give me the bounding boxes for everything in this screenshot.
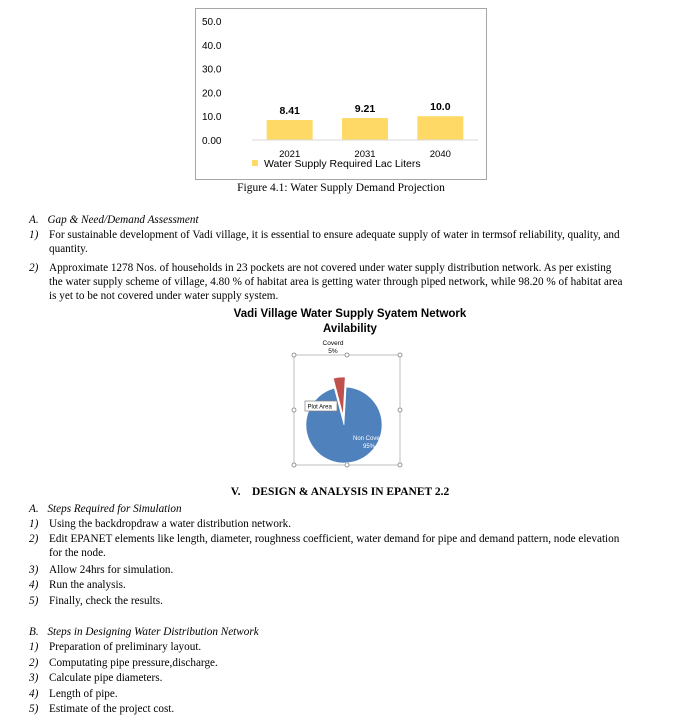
x-tick-label: 2040 [429,149,451,160]
item-number: 3) [29,672,39,684]
item-line: the water supply scheme of village, 4.80 % of habitat area is getting water through piped network, while 98.20 % of habitat area [49,276,623,289]
item-line: Length of pipe. [49,688,118,700]
x-tick-label: 2021 [279,149,301,160]
section-a-title: Gap & Need/Demand Assessment [47,214,199,226]
steps-b-letter: B. [29,626,39,638]
x-tick-label: 2031 [354,149,376,160]
item-line: is yet to be not covered under water supply system. [49,290,279,303]
bar [342,118,388,140]
item-line: quantity. [49,243,88,256]
bar-chart-frame [195,8,487,180]
data-label: 10.0 [430,101,451,114]
item-number: 2) [29,533,39,545]
data-label: 9.21 [354,103,376,116]
y-tick-label: 50.0 [202,17,222,28]
legend-swatch [252,160,258,166]
slice-value-label: 5% [328,348,338,355]
slice-value-label: 95% [362,444,376,450]
item-line: Finally, check the results. [49,595,163,607]
y-tick-label: 40.0 [202,40,222,52]
item-line: Approximate 1278 Nos. of households in 23 pockets are not covered under water supply distribution network. As per existing [49,262,612,274]
selection-handle [398,353,402,357]
bar [267,120,313,140]
selection-handle [292,463,296,467]
steps-a-heading [29,502,182,516]
item-line: Run the analysis. [49,579,126,591]
item-number: 5) [29,703,39,715]
item-line: for the node. [49,547,106,560]
data-label: 8.41 [279,104,300,117]
item-line: Using the backdropdraw a water distribution network. [49,518,292,530]
legend-label: Water Supply Required Lac Liters [264,158,421,170]
bar [417,116,463,140]
item-number: 2) [29,657,39,669]
item-line: Estimate of the project cost. [49,703,175,715]
item-number: 5) [29,595,39,607]
steps-a-title: Steps Required for Simulation [47,503,182,515]
selection-handle [398,408,402,412]
section-a-heading [29,213,199,227]
figure-caption: Figure 4.1: Water Supply Demand Projection [237,182,445,194]
pie-chart [285,336,410,471]
pie-chart-title [200,307,500,337]
section-v-heading: V. DESIGN & ANALYSIS IN EPANET 2.2 [230,486,450,498]
steps-a-letter: A. [29,503,39,515]
item-line: Edit EPANET elements like length, diameter, roughness coefficient, water demand for pipe and demand pattern, node elevation [49,533,620,545]
tooltip-label: Plot Area [307,404,332,411]
item-number: 1) [29,229,39,241]
item-number: 1) [29,641,39,653]
y-tick-label: 30.0 [202,64,222,76]
item-number: 4) [29,579,39,591]
item-number: 4) [29,688,39,700]
section-a-letter: A. [29,214,39,226]
selection-handle [345,353,349,357]
item-number: 3) [29,564,39,576]
item-number: 1) [29,518,39,530]
steps-b-title: Steps in Designing Water Distribution Network [47,626,259,638]
slice-category-label: Coverd [322,340,344,347]
item-line: For sustainable development of Vadi village, it is essential to ensure adequate supply of water in termsof reliability, quality, and [49,229,620,241]
bar-chart [196,9,486,179]
item-line: Computating pipe pressure,discharge. [49,657,218,669]
item-line: Calculate pipe diameters. [49,672,163,684]
item-line: Preparation of preliminary layout. [49,641,202,653]
y-tick-label: 10.0 [202,112,222,124]
y-tick-label: 20.0 [202,88,222,100]
steps-b-heading [29,625,259,639]
selection-handle [398,463,402,467]
selection-handle [292,353,296,357]
selection-handle [345,463,349,467]
pie-title-line2: Avilability [323,323,377,335]
slice-category-label: Non Coverd [352,436,386,442]
item-number: 2) [29,262,39,274]
y-tick-label: 0.00 [202,136,222,147]
pie-title-line1: Vadi Village Water Supply Syatem Network [233,308,467,320]
item-line: Allow 24hrs for simulation. [49,564,174,576]
selection-handle [292,408,296,412]
